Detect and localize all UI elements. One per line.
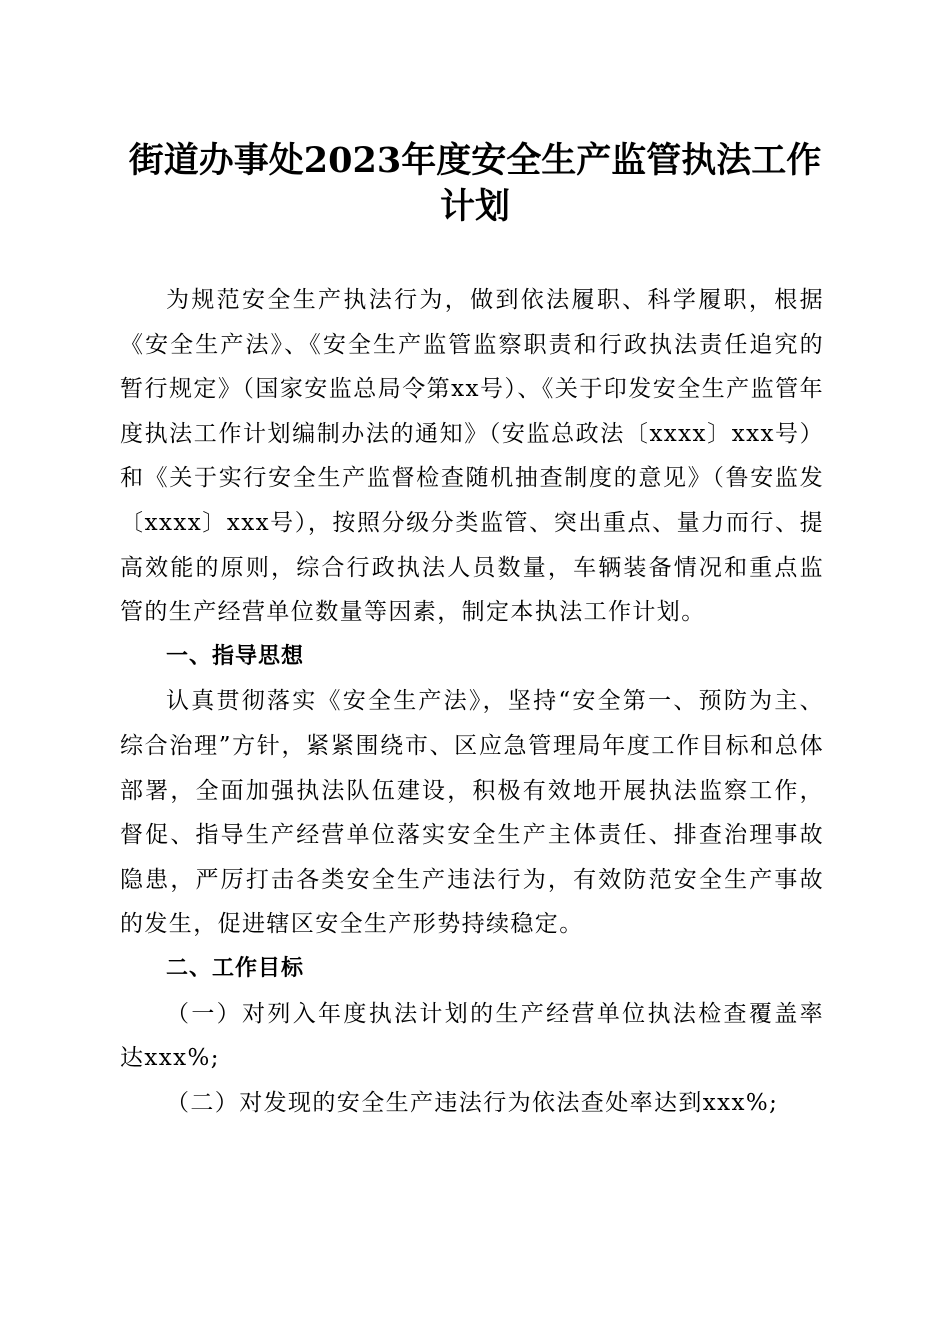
intro-paragraph: 为规范安全生产执法行为，做到依法履职、科学履职，根据《安全生产法》、《安全生产监管监察职责和行政执法责任追究的暂行规定》（国家安监总局令第xx号）、《关于印发安全生产监管年度执法工作计划编制办法的通知》（安监总政法〔xxxx〕xxx号）和《关于实行安全生产监督检查随机抽查制度的意见》（鲁安监发〔xxxx〕xxx号），按照分级分类监管、突出重点、量力而行、提高效能的原则，综合行政执法人员数量，车辆装备情况和重点监管的生产经营单位数量等因素，制定本执法工作计划。: [120, 287, 824, 626]
document-body: [120, 278, 824, 1125]
section-heading-work-goals: 二、工作目标: [166, 955, 305, 981]
work-goal-item-2: （二）对发现的安全生产违法行为依法查处率达到xxx%;: [166, 1089, 779, 1116]
section-heading-guiding-ideology: 一、指导思想: [166, 643, 305, 669]
document-title-line-1: 街道办事处2023年度安全生产监管执法工作: [128, 140, 822, 181]
work-goal-item-1: （一）对列入年度执法计划的生产经营单位执法检查覆盖率达xxx%;: [120, 1000, 824, 1072]
guiding-ideology-paragraph: 认真贯彻落实《安全生产法》，坚持“安全第一、预防为主、综合治理”方针，紧紧围绕市、区应急管理局年度工作目标和总体部署，全面加强执法队伍建设，积极有效地开展执法监察工作，督促、指导生产经营单位落实安全生产主体责任、排查治理事故隐患，严厉打击各类安全生产违法行为，有效防范安全生产事故的发生，促进辖区安全生产形势持续稳定。: [120, 688, 824, 938]
document-title-line-2: 计划: [439, 186, 510, 227]
